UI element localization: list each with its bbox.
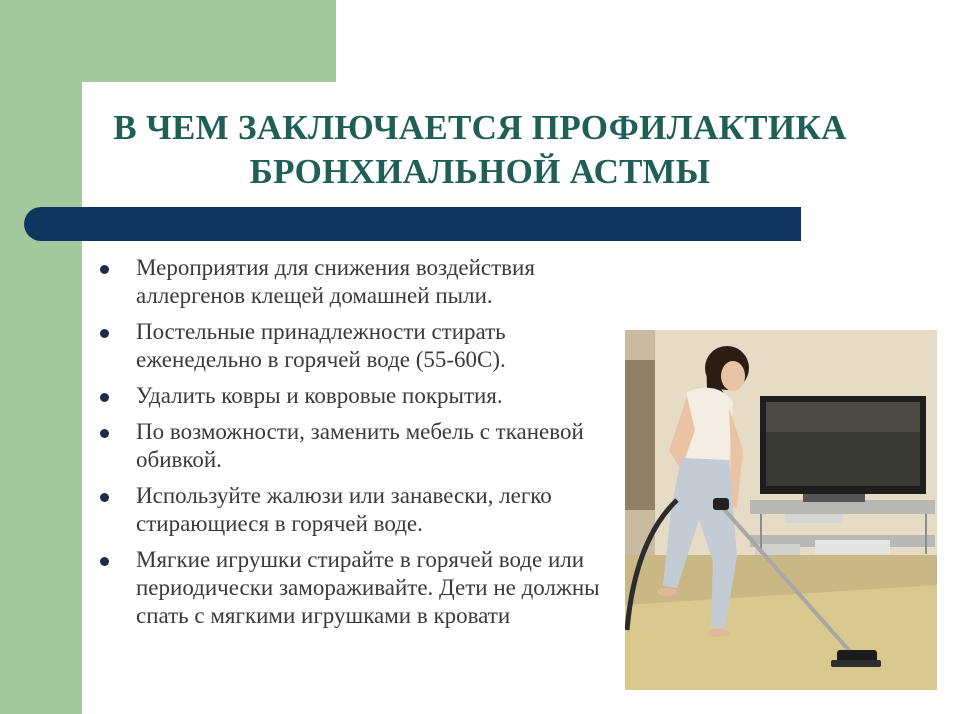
list-item-text: По возможности, заменить мебель с тканевой обивкой.: [136, 419, 584, 472]
bullet-dot-icon: [100, 393, 109, 402]
list-item: [100, 318, 610, 374]
list-item-text: Постельные принадлежности стирать еженедельно в горячей воде (55-60С).: [136, 319, 506, 372]
bullet-dot-icon: [100, 429, 109, 438]
list-item: [100, 254, 610, 310]
slide-title-line-1: В ЧЕМ ЗАКЛЮЧАЕТСЯ ПРОФИЛАКТИКА: [113, 108, 847, 147]
bullet-dot-icon: [100, 493, 109, 502]
list-item-text: Удалить ковры и ковровые покрытия.: [136, 383, 503, 408]
vacuum-cleaning-photo: [625, 330, 937, 690]
list-item-text: Используйте жалюзи или занавески, легко стирающиеся в горячей воде.: [136, 483, 552, 536]
list-item: [100, 418, 610, 474]
list-item: [100, 482, 610, 538]
decorative-green-block-left: [0, 0, 82, 714]
vacuum-cleaning-illustration: [625, 330, 937, 690]
bullet-list: [100, 254, 610, 638]
list-item: [100, 382, 610, 410]
title-accent-bar: [24, 207, 801, 241]
bullet-dot-icon: [100, 265, 109, 274]
slide-title: [90, 106, 870, 194]
list-item-text: Мягкие игрушки стирайте в горячей воде или периодически замораживайте. Дети не должны спать с мягкими игрушками в кровати: [136, 547, 600, 628]
list-item: [100, 546, 610, 630]
bullet-dot-icon: [100, 557, 109, 566]
slide-title-line-2: БРОНХИАЛЬНОЙ АСТМЫ: [249, 152, 711, 191]
bullet-dot-icon: [100, 329, 109, 338]
list-item-text: Мероприятия для снижения воздействия аллергенов клещей домашней пыли.: [136, 255, 535, 308]
